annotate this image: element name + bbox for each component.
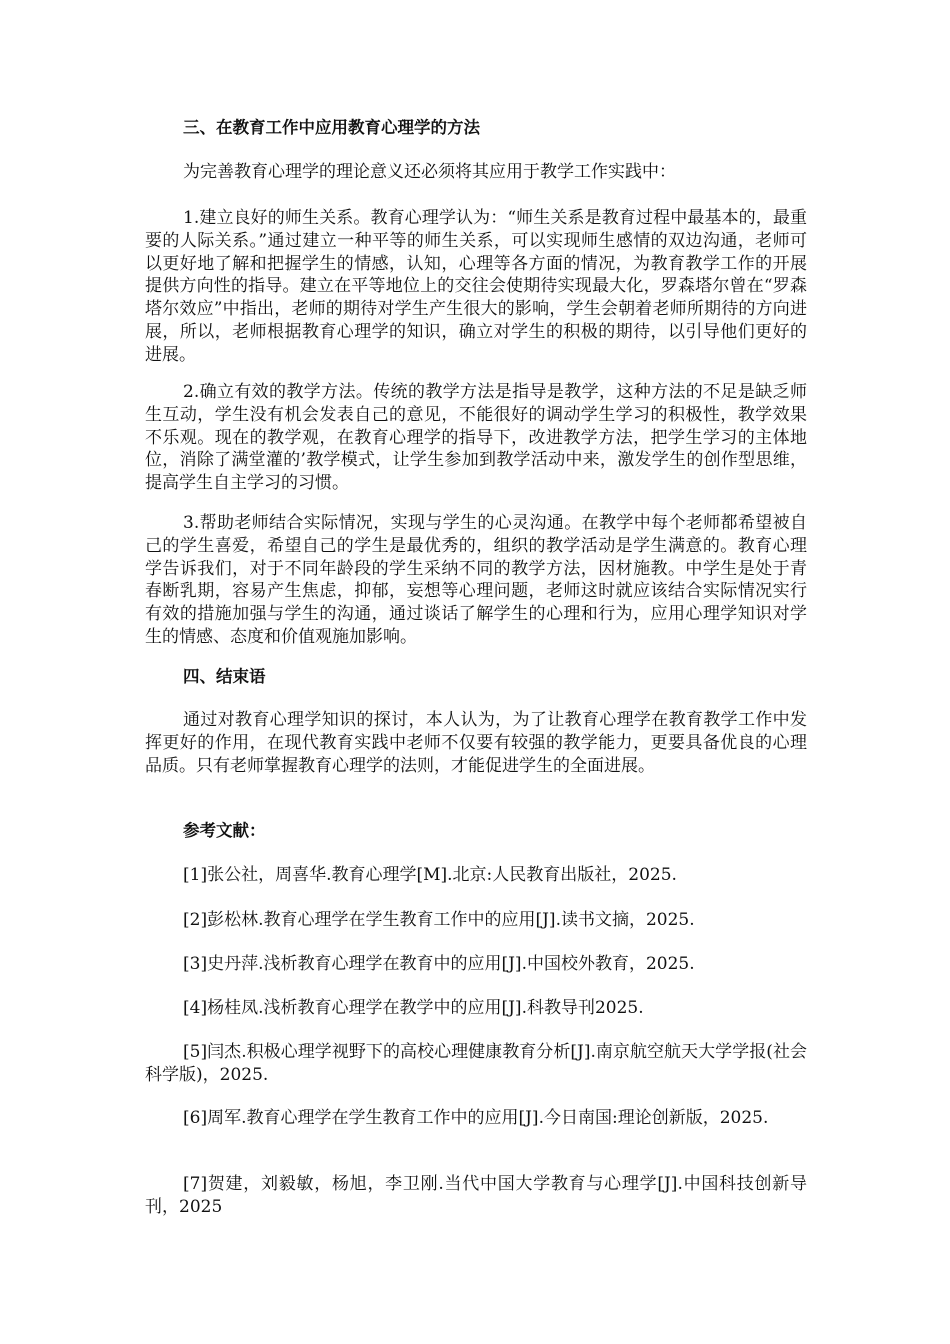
section-3-heading: 三、在教育工作中应用教育心理学的方法 <box>183 118 480 137</box>
paragraph-item-2: 2.确立有效的教学方法。传统的教学方法是指导是教学，这种方法的不足是缺乏师生互动，学生没有机会发表自己的意见，不能很好的调动学生学习的积极性，教学效果不乐观。现在的教学观，在教育心理学的指导下，改进教学方法，把学生学习的主体地位，消除了满堂灌的’教学模式，让学生参加到教学活动中来，激发学生的创作型思维，提高学生自主学习的习惯。 <box>145 382 807 494</box>
reference-item-2: [2]彭松林.教育心理学在学生教育工作中的应用[J].读书文摘，2025. <box>183 910 695 930</box>
section-4-heading: 四、结束语 <box>183 667 266 686</box>
reference-item-7: [7]贺建，刘毅敏，杨旭，李卫刚.当代中国大学教育与心理学[J].中国科技创新导刊，2025 <box>145 1174 807 1217</box>
paragraph-item-3: 3.帮助老师结合实际情况，实现与学生的心灵沟通。在教学中每个老师都希望被自己的学生喜爱，希望自己的学生是最优秀的，组织的教学活动是学生满意的。教育心理学告诉我们，对于不同年龄段的学生采纳不同的教学方法，因材施教。中学生是处于青春断乳期，容易产生焦虑，抑郁，妄想等心理问题，老师这时就应该结合实际情况实行有效的措施加强与学生的沟通，通过谈话了解学生的心理和行为，应用心理学知识对学生的情感、态度和价值观施加影响。 <box>145 513 807 647</box>
reference-item-5: [5]闫杰.积极心理学视野下的高校心理健康教育分析[J].南京航空航天大学学报(社会科学版)，2025. <box>145 1042 807 1085</box>
conclusion-paragraph: 通过对教育心理学知识的探讨，本人认为，为了让教育心理学在教育教学工作中发挥更好的作用，在现代教育实践中老师不仅要有较强的教学能力，更要具备优良的心理品质。只有老师掌握教育心理学的法则，才能促进学生的全面进展。 <box>145 710 807 776</box>
reference-item-3: [3]史丹萍.浅析教育心理学在教育中的应用[J].中国校外教育，2025. <box>183 954 695 974</box>
reference-item-6: [6]周军.教育心理学在学生教育工作中的应用[J].今日南国:理论创新版，2025. <box>183 1108 769 1128</box>
paragraph-item-1: 1.建立良好的师生关系。教育心理学认为：“师生关系是教育过程中最基本的，最重要的人际关系。”通过建立一种平等的师生关系，可以实现师生感情的双边沟通，老师可以更好地了解和把握学生的情感，认知，心理等各方面的情况，为教育教学工作的开展提供方向性的指导。建立在平等地位上的交往会使期待实现最大化，罗森塔尔曾在“罗森塔尔效应”中指出，老师的期待对学生产生很大的影响，学生会朝着老师所期待的方向进展，所以，老师根据教育心理学的知识，确立对学生的积极的期待，以引导他们更好的进展。 <box>145 208 807 365</box>
section-3-intro: 为完善教育心理学的理论意义还必须将其应用于教学工作实践中： <box>183 162 676 182</box>
reference-item-4: [4]杨桂凤.浅析教育心理学在教学中的应用[J].科教导刊2025. <box>183 998 644 1018</box>
references-heading: 参考文献： <box>183 821 266 840</box>
reference-item-1: [1]张公社，周喜华.教育心理学[M].北京:人民教育出版社，2025. <box>183 865 677 885</box>
